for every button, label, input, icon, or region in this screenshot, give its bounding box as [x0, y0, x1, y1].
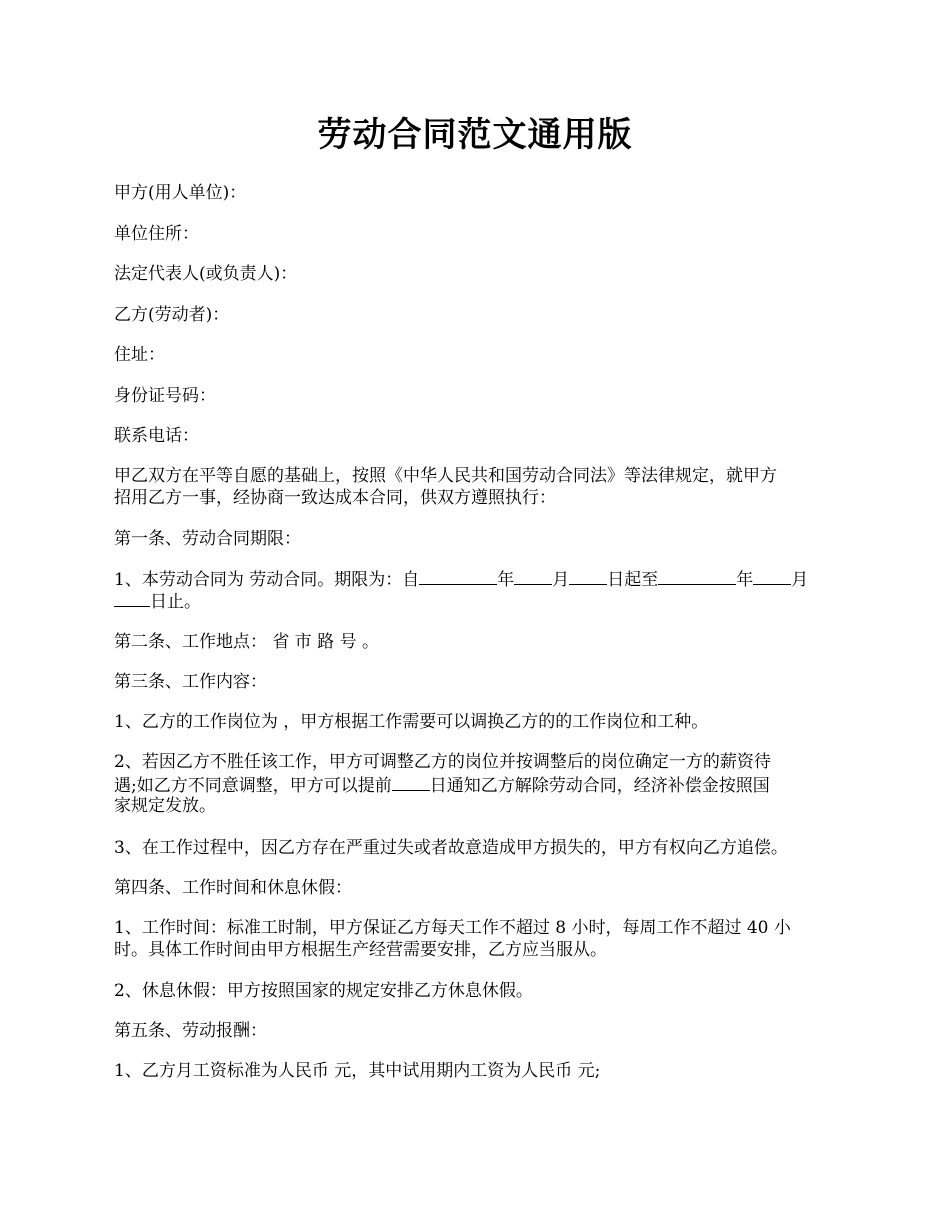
article4-item2: 2、休息休假：甲方按照国家的规定安排乙方休息休假。 — [114, 981, 533, 1001]
article4-item1-line: 1、工作时间：标准工时制，甲方保证乙方每天工作不超过 8 小时，每周工作不超过 40 小 — [114, 918, 791, 938]
month-label: 月 — [791, 570, 809, 590]
article1-item1-line — [114, 589, 808, 611]
article1-heading: 第一条、劳动合同期限： — [114, 529, 301, 549]
field-address: 单位住所： — [114, 224, 199, 244]
year-label: 年 — [497, 570, 515, 590]
article1-item1 — [114, 567, 808, 611]
article3-item2 — [114, 751, 771, 817]
field-employee: 乙方(劳动者)： — [114, 305, 230, 325]
field-residence: 住址： — [114, 345, 165, 365]
article4-heading: 第四条、工作时间和休息休假： — [114, 878, 352, 898]
article5-item1: 1、乙方月工资标准为人民币 元，其中试用期内工资为人民币 元; — [114, 1061, 601, 1081]
year-label: 年 — [736, 570, 754, 590]
article3-item1: 1、乙方的工作岗位为 ，甲方根据工作需要可以调换乙方的的工作岗位和工种。 — [114, 712, 709, 732]
article3-item2-line: 2、若因乙方不胜任该工作，甲方可调整乙方的岗位并按调整后的岗位确定一方的薪资待 — [114, 752, 771, 772]
day-end-label: 日止。 — [150, 592, 201, 612]
start-month-blank — [514, 567, 552, 585]
preamble-line: 招用乙方一事，经协商一致达成本合同，供双方遵照执行： — [114, 488, 556, 508]
start-year-blank — [419, 567, 497, 585]
document-title: 劳动合同范文通用版 — [317, 115, 633, 155]
notice-text-cont: 日通知乙方解除劳动合同，经济补偿金按照国 — [429, 776, 770, 796]
field-employer: 甲方(用人单位)： — [114, 183, 247, 203]
article3-item3: 3、在工作过程中，因乙方存在严重过失或者故意造成甲方损失的，甲方有权向乙方追偿。 — [114, 838, 788, 858]
notice-text: 遇;如乙方不同意调整，甲方可以提前 — [114, 776, 392, 796]
preamble-paragraph — [114, 465, 777, 509]
end-day-blank — [114, 589, 150, 607]
start-day-blank — [569, 567, 607, 585]
article3-heading: 第三条、工作内容： — [114, 672, 267, 692]
contract-page — [114, 0, 844, 1081]
article4-item1 — [114, 917, 791, 961]
article2-heading: 第二条、工作地点： 省 市 路 号 。 — [114, 632, 380, 652]
article1-item1-line — [114, 567, 808, 589]
article5-heading: 第五条、劳动报酬： — [114, 1021, 267, 1041]
field-id-number: 身份证号码： — [114, 386, 216, 406]
end-month-blank — [753, 567, 791, 585]
article3-item2-line: 家规定发放。 — [114, 796, 216, 816]
month-label: 月 — [552, 570, 570, 590]
preamble-line: 甲乙双方在平等自愿的基础上，按照《中华人民共和国劳动合同法》等法律规定，就甲方 — [114, 466, 777, 486]
end-year-blank — [658, 567, 736, 585]
article4-item1-line: 时。具体工作时间由甲方根据生产经营需要安排，乙方应当服从。 — [114, 940, 607, 960]
article3-item2-line — [114, 773, 771, 795]
notice-days-blank — [392, 773, 430, 791]
field-representative: 法定代表人(或负责人)： — [114, 264, 298, 284]
term-text: 1、本劳动合同为 劳动合同。期限为：自 — [114, 570, 420, 590]
field-phone: 联系电话： — [114, 426, 199, 446]
day-from-label: 日起至 — [607, 570, 659, 590]
